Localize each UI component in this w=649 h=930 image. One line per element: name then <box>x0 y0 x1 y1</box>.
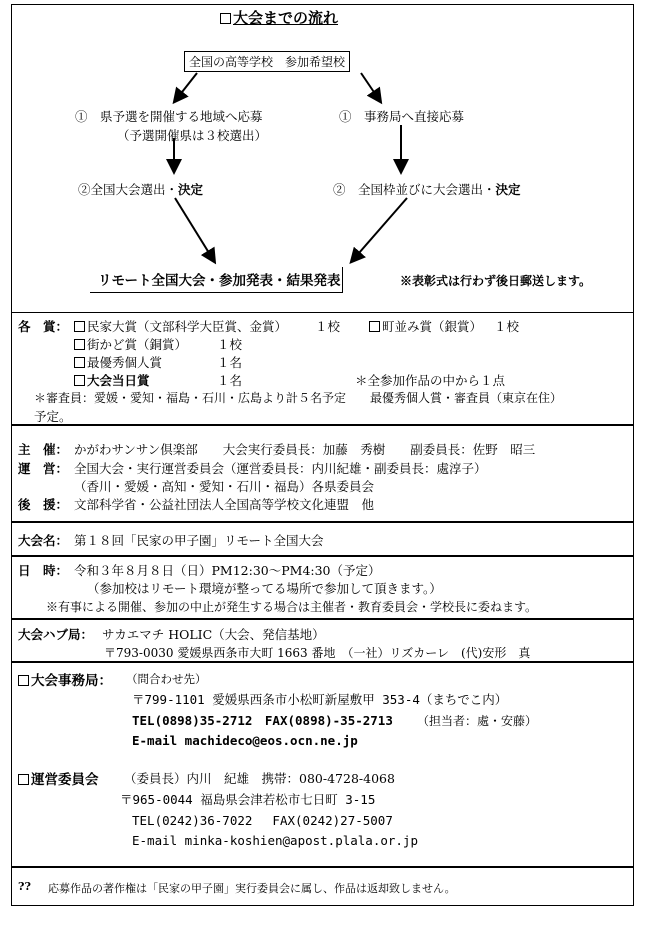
office-tel-fax: TEL(0898)35-2712 FAX(0898)-35-2713 <box>132 713 393 728</box>
awards-section <box>11 312 634 424</box>
same-day-note: ＊全参加作品の中から１点 <box>355 373 506 388</box>
right-step2: ② 全国枠並びに大会選出・決定 <box>333 182 521 197</box>
flow-arrows <box>12 5 633 311</box>
office-email: E-mail machideco@eos.ocn.ne.jp <box>132 733 358 748</box>
event-name-section <box>11 521 634 555</box>
office-label: 大会事務局： <box>18 669 112 689</box>
arrow-left-final <box>175 198 214 261</box>
judges-line: ＊審査員：愛媛・愛知・福島・石川・広島より計５名予定 最優秀個人賞・審査員（東京在住） <box>34 391 563 405</box>
event-name-value: 第１８回「民家の甲子園」リモート全国大会 <box>74 533 324 548</box>
office-sub: （問合わせ先） <box>126 672 207 686</box>
host-label: 主 催： <box>18 442 69 457</box>
date-note: （参加校はリモート環境が整ってる場所で参加して頂きます。） <box>87 581 442 596</box>
award-item: 街かど賞（銅賞） <box>74 335 187 353</box>
arrow-top-left <box>175 73 197 101</box>
office-address: 〒799-1101 愛媛県西条市小松町新屋敷甲 353-4（まちでこ内） <box>132 692 508 707</box>
right-step1: ① 事務局へ直接応募 <box>339 109 465 124</box>
hub-label: 大会ハブ局： <box>18 627 94 642</box>
operation-label: 運 営： <box>18 461 69 476</box>
arrow-top-right <box>361 73 380 101</box>
award-count: １校 <box>494 319 520 334</box>
flow-title: 大会までの流れ <box>220 7 338 28</box>
committee-tel-fax: TEL(0242)36-7022 FAX(0242)27-5007 <box>132 813 393 828</box>
left-step2: ②全国大会選出・決定 <box>78 182 204 197</box>
operation-value: 全国大会・実行運営委員会（運営委員長：内川紀雄・副委員長：處淳子） <box>74 461 487 476</box>
award-count: １名 <box>217 355 243 370</box>
arrow-right-final <box>352 198 407 261</box>
hub-address: 〒793-0030 愛媛県西条市大町 1663 番地 （一社）リズカーレ (代)安形 真 <box>104 646 531 660</box>
date-section <box>11 555 634 618</box>
contact-section <box>11 661 634 866</box>
organizers-section <box>11 424 634 521</box>
award-item: 最優秀個人賞 <box>74 353 162 371</box>
hub-section <box>11 618 634 661</box>
award-count: １名 <box>217 373 243 388</box>
office-contact: （担当者：處・安藤） <box>417 714 538 728</box>
support-value: 文部科学省・公益社団法人全国高等学校文化連盟 他 <box>74 497 375 512</box>
left-step1-note: （予選開催県は３校選出） <box>117 128 268 143</box>
hub-value: サカエマチ HOLIC（大会、発信基地） <box>102 627 325 642</box>
committee-chair: （委員長）内川 紀雄 携帯：080-4728-4068 <box>124 771 395 786</box>
footer-text: 応募作品の著作権は「民家の甲子園」実行委員会に属し、作品は返却致しません。 <box>48 882 456 895</box>
committee-address: 〒965-0044 福島県会津若松市七日町 3-15 <box>120 792 376 807</box>
final-note: ※表彰式は行わず後日郵送します。 <box>400 274 592 288</box>
judges-line: 予定。 <box>34 409 72 424</box>
award-item: 大会当日賞 <box>74 371 150 389</box>
award-item: 町並み賞（銀賞） <box>369 317 482 335</box>
footer-section <box>11 866 634 906</box>
committee-label: 運営委員会 <box>18 768 99 788</box>
event-name-label: 大会名： <box>18 533 69 548</box>
date-value: 令和３年８月８日（日）PM12:30～PM4:30（予定） <box>74 563 381 578</box>
award-count: １校 <box>217 337 243 352</box>
date-note: ※有事による開催、参加の中止が発生する場合は主催者・教育委員会・学校長に委ねます。 <box>46 600 538 614</box>
host-value: かがわサンサン倶楽部 大会実行委員長：加藤 秀樹 副委員長：佐野 昭三 <box>74 442 536 457</box>
awards-label: 各 賞： <box>18 319 69 334</box>
top-box: 全国の高等学校 参加希望校 <box>184 51 350 72</box>
committee-email: E-mail minka-koshien@apost.plala.or.jp <box>132 833 418 848</box>
left-step1: ① 県予選を開催する地域へ応募 <box>75 109 263 124</box>
award-count: １校 <box>315 319 341 334</box>
operation-value: （香川・愛媛・高知・愛知・石川・福島）各県委員会 <box>74 479 375 494</box>
support-label: 後 援： <box>18 497 69 512</box>
footer-mark: ?? <box>18 880 31 893</box>
final-box: リモート全国大会・参加発表・結果発表 <box>90 267 343 293</box>
date-label: 日 時： <box>18 563 69 578</box>
award-item: 民家大賞（文部科学大臣賞、金賞） <box>74 317 287 335</box>
flow-section <box>11 4 634 312</box>
